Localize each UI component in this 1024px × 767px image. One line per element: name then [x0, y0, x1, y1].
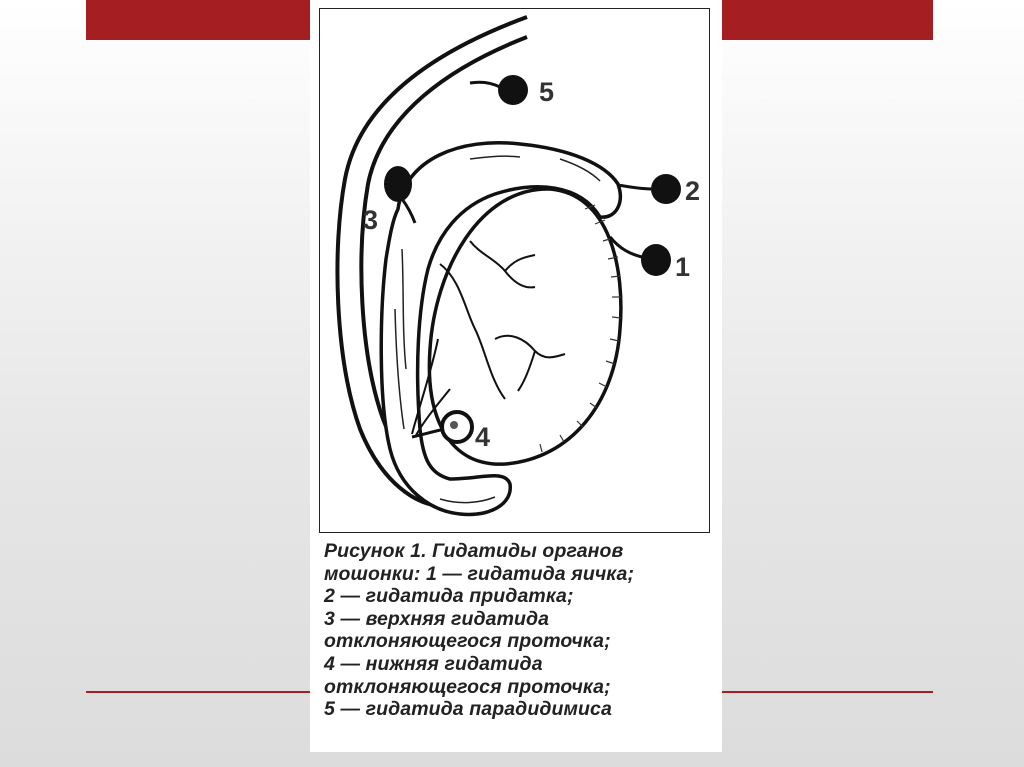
hydatid-5-stalk [470, 82, 500, 87]
scrotal-organs-illustration [320, 9, 710, 533]
hydatid-4-core [450, 421, 458, 429]
marker-5: 5 [539, 77, 555, 107]
figure-panel [310, 0, 722, 752]
marker-2: 2 [685, 176, 701, 206]
figure-caption [324, 540, 716, 721]
hydatid-2 [651, 174, 681, 204]
hydatid-5 [498, 75, 528, 105]
hydatid-2-stalk [618, 185, 652, 189]
caption-line: 2 — гидатида придатка; [324, 585, 574, 608]
caption-line: 5 — гидатида парадидимиса [324, 698, 612, 721]
bottom-accent-line-left [86, 691, 312, 693]
marker-4: 4 [475, 422, 491, 452]
top-accent-bar-left [86, 0, 312, 40]
caption-line: 4 — нижняя гидатида [324, 652, 543, 675]
caption-line: 3 — верхняя гидатида [324, 607, 550, 630]
caption-line: отклоняющегося проточка; [324, 630, 611, 653]
top-accent-bar-right [720, 0, 933, 40]
hydatid-1 [641, 244, 671, 276]
caption-line: отклоняющегося проточка; [324, 675, 611, 698]
marker-3: 3 [363, 205, 379, 235]
hydatid-3 [384, 166, 412, 202]
caption-line: мошонки: 1 — гидатида яичка; [324, 562, 635, 585]
anatomical-drawing [319, 8, 710, 533]
marker-1: 1 [675, 252, 691, 282]
bottom-accent-line-right [720, 691, 933, 693]
caption-line: Рисунок 1. Гидатиды органов [324, 540, 624, 562]
